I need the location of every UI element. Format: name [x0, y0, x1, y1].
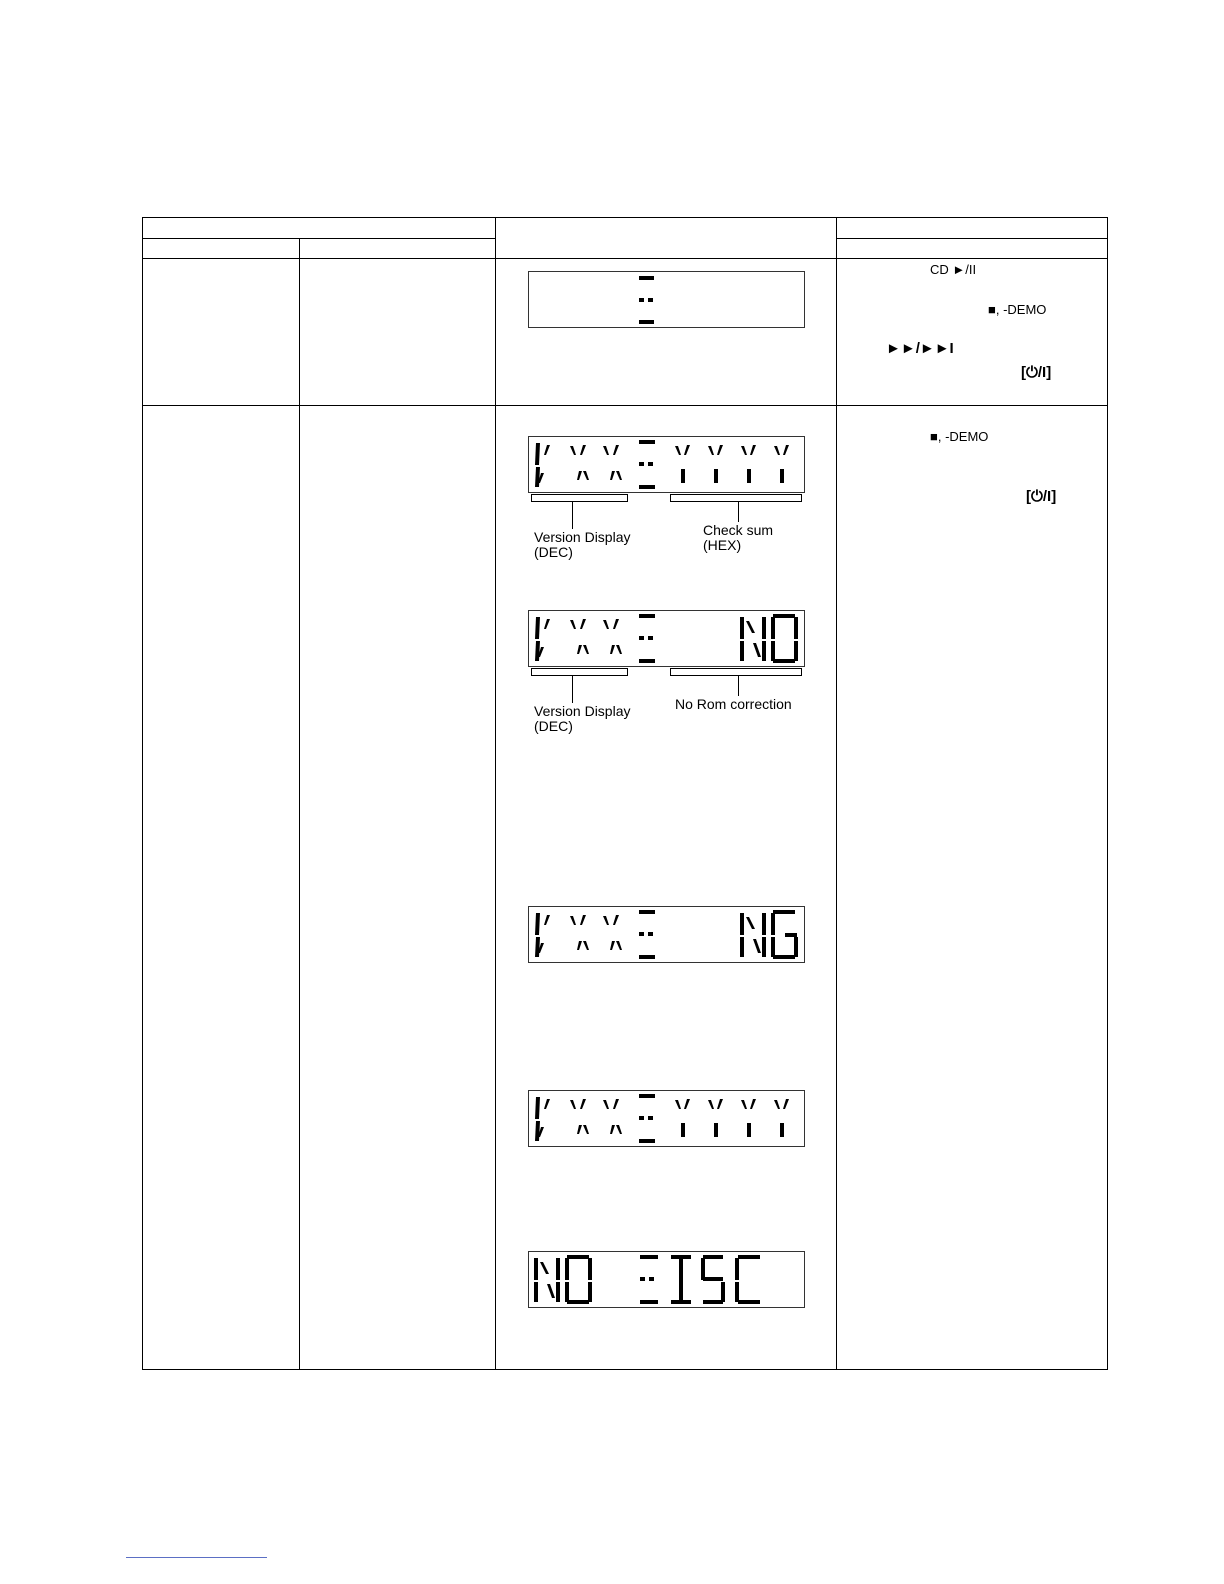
skip-forward-key: ►►/►►I	[886, 340, 954, 357]
stop-demo-key-2: ■, -DEMO	[930, 429, 989, 444]
no-rom-correction-label: No Rom correction	[675, 696, 792, 712]
checksum-unit: (HEX)	[703, 537, 742, 553]
version-display-unit: (DEC)	[534, 544, 573, 560]
checksum-label: Check sum	[703, 522, 774, 538]
lcd-display-3	[527, 609, 807, 677]
version-display-label: Version Display	[534, 529, 631, 545]
lcd-display-4	[527, 905, 807, 965]
footer-link-underline	[126, 1557, 267, 1558]
cd-play-pause-key: CD ►/II	[930, 262, 977, 277]
version-display-unit-2: (DEC)	[534, 718, 573, 734]
lcd-display-6	[527, 1250, 807, 1310]
power-key: [⏻/I]	[1021, 364, 1052, 381]
lcd-display-2	[527, 435, 807, 503]
stop-demo-key: ■, -DEMO	[988, 302, 1047, 317]
power-key-2: [⏻/I]	[1026, 488, 1057, 505]
lcd-display-5	[527, 1089, 807, 1149]
version-display-label-2: Version Display	[534, 703, 631, 719]
lcd-display-1	[527, 270, 807, 330]
